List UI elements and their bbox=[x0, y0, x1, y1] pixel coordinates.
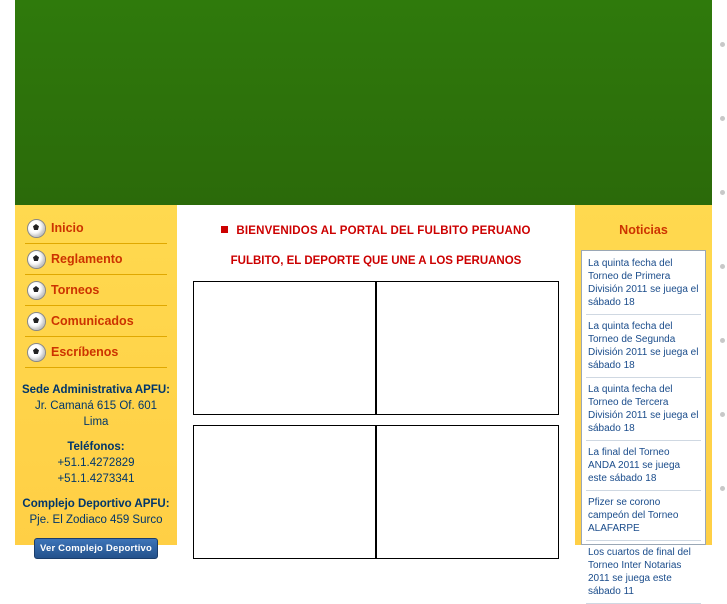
contact-info bbox=[15, 382, 177, 528]
soccer-ball-icon bbox=[27, 312, 46, 331]
soccer-ball-icon bbox=[27, 250, 46, 269]
news-item[interactable]: Pfizer se corono campeón del Torneo ALAFARPE bbox=[586, 491, 701, 541]
sidebar-item-label[interactable]: Comunicados bbox=[51, 314, 134, 328]
phone-1: +51.1.4272829 bbox=[57, 457, 135, 469]
scroll-dot bbox=[720, 486, 725, 491]
sede-address: Jr. Camaná 615 Of. 601 Lima bbox=[34, 400, 158, 428]
media-box-4[interactable] bbox=[376, 425, 559, 559]
scroll-dot bbox=[720, 190, 725, 195]
news-item[interactable]: Los cuartos de final del Torneo Inter Notarias 2011 se juega este sábado 11 bbox=[586, 541, 701, 604]
sidebar-item-comunicados[interactable] bbox=[25, 306, 167, 337]
sidebar-item-label[interactable]: Inicio bbox=[51, 221, 84, 235]
media-box-2[interactable] bbox=[376, 281, 559, 415]
complejo-address: Pje. El Zodiaco 459 Surco bbox=[29, 514, 163, 526]
news-item[interactable]: La quinta fecha del Torneo de Segunda División 2011 se juega el sábado 18 bbox=[586, 315, 701, 378]
soccer-ball-icon bbox=[27, 281, 46, 300]
news-panel[interactable] bbox=[581, 250, 706, 597]
scroll-dot bbox=[720, 264, 725, 269]
page-left-margin bbox=[0, 0, 15, 545]
sidebar-item-torneos[interactable] bbox=[25, 275, 167, 306]
sede-title: Sede Administrativa APFU: bbox=[21, 384, 171, 396]
main-menu bbox=[15, 205, 177, 368]
page-title-text: BIENVENIDOS AL PORTAL DEL FULBITO PERUANO bbox=[236, 225, 531, 237]
phone-2: +51.1.4273341 bbox=[57, 473, 135, 485]
spacer bbox=[21, 487, 171, 496]
page-title bbox=[177, 205, 575, 237]
media-row-bottom bbox=[177, 415, 575, 559]
scroll-dot bbox=[720, 338, 725, 343]
phones-title: Teléfonos: bbox=[67, 441, 125, 453]
media-box-3[interactable] bbox=[193, 425, 376, 559]
complejo-title: Complejo Deportivo APFU: bbox=[22, 498, 170, 510]
spacer bbox=[21, 430, 171, 439]
sidebar-item-label[interactable]: Reglamento bbox=[51, 252, 123, 266]
soccer-ball-icon bbox=[27, 343, 46, 362]
news-item[interactable]: La quinta fecha del Torneo de Primera División 2011 se juega el sábado 18 bbox=[586, 255, 701, 315]
page-subtitle: FULBITO, EL DEPORTE QUE UNE A LOS PERUANOS bbox=[230, 255, 522, 267]
news-item[interactable]: La quinta fecha del Torneo de Tercera División 2011 se juega el sábado 18 bbox=[586, 378, 701, 441]
main-content bbox=[177, 205, 575, 545]
soccer-ball-icon bbox=[27, 219, 46, 238]
sidebar-item-escribenos[interactable] bbox=[25, 337, 167, 368]
sidebar-item-inicio[interactable] bbox=[25, 213, 167, 244]
ver-complejo-deportivo-button[interactable]: Ver Complejo Deportivo bbox=[34, 538, 158, 559]
news-title: Noticias bbox=[619, 223, 668, 237]
site-banner bbox=[15, 0, 712, 205]
scroll-dot bbox=[720, 116, 725, 121]
sidebar-left bbox=[15, 205, 177, 554]
media-box-1[interactable] bbox=[193, 281, 376, 415]
media-row-top bbox=[177, 267, 575, 415]
sidebar-right bbox=[575, 205, 712, 597]
sidebar-item-label[interactable]: Torneos bbox=[51, 283, 100, 297]
sidebar-item-label[interactable]: Escríbenos bbox=[51, 345, 119, 359]
news-item[interactable]: La final del Torneo ANDA 2011 se juega este sábado 18 bbox=[586, 441, 701, 491]
content-area bbox=[15, 205, 712, 597]
scroll-dot bbox=[720, 412, 725, 417]
page-scrollbar[interactable] bbox=[712, 0, 727, 545]
scroll-dot bbox=[720, 42, 725, 47]
sidebar-item-reglamento[interactable] bbox=[25, 244, 167, 275]
banner-image bbox=[15, 0, 712, 205]
bullet-square-icon bbox=[221, 226, 228, 233]
